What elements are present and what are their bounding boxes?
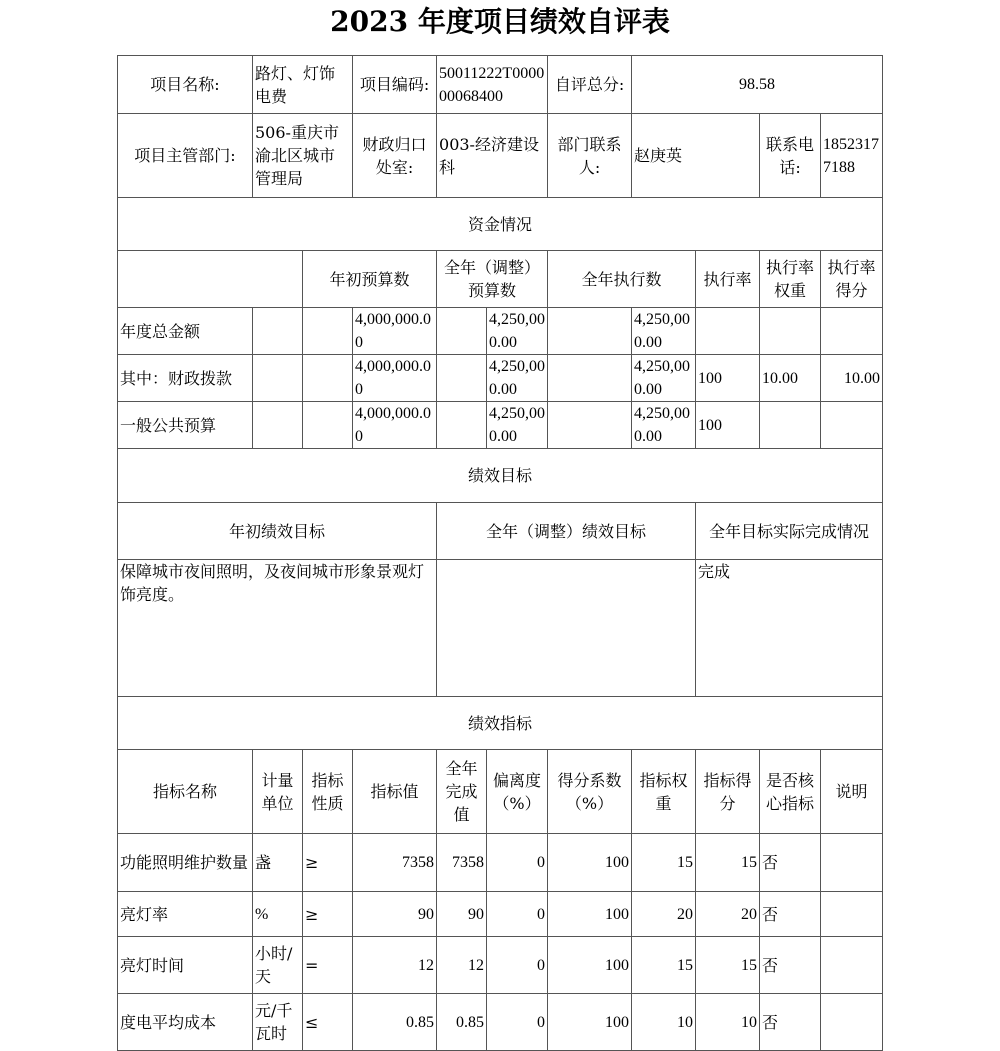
funds-cell-blank xyxy=(548,402,632,449)
ind-coef: 100 xyxy=(548,834,632,892)
funds-cell-blank xyxy=(437,402,487,449)
funds-initial: 4,000,000.00 xyxy=(353,308,437,355)
funds-weight xyxy=(760,402,821,449)
ind-header-nature: 指标性质 xyxy=(303,750,353,834)
ind-note xyxy=(821,892,883,937)
ind-header-core: 是否核心指标 xyxy=(760,750,821,834)
ind-actual: 90 xyxy=(437,892,487,937)
funds-score xyxy=(821,402,883,449)
indicator-row xyxy=(118,994,883,1051)
indicator-row xyxy=(118,892,883,937)
ind-nature: ≥ xyxy=(303,892,353,937)
funds-score xyxy=(821,308,883,355)
funds-cell-blank xyxy=(303,308,353,355)
ind-unit: 小时/天 xyxy=(253,937,303,994)
goals-actual-text: 完成 xyxy=(696,560,883,697)
ind-actual: 7358 xyxy=(437,834,487,892)
funds-header-weight: 执行率权重 xyxy=(760,251,821,308)
funds-header-rate: 执行率 xyxy=(696,251,760,308)
funds-row xyxy=(118,308,883,355)
funds-row-label: 年度总金额 xyxy=(118,308,253,355)
funds-header-executed: 全年执行数 xyxy=(548,251,696,308)
goals-header-actual: 全年目标实际完成情况 xyxy=(696,503,883,560)
dept-label: 项目主管部门: xyxy=(118,114,253,198)
funds-cell-blank xyxy=(548,308,632,355)
goals-header-initial: 年初绩效目标 xyxy=(118,503,437,560)
funds-rate: 100 xyxy=(696,402,760,449)
ind-actual: 12 xyxy=(437,937,487,994)
phone-value: 18523177188 xyxy=(821,114,883,198)
goals-header-adjusted: 全年（调整）绩效目标 xyxy=(437,503,696,560)
ind-nature: ≥ xyxy=(303,834,353,892)
ind-core: 否 xyxy=(760,892,821,937)
ind-weight: 20 xyxy=(632,892,696,937)
funds-executed: 4,250,000.00 xyxy=(632,355,696,402)
funds-rate: 100 xyxy=(696,355,760,402)
funds-executed: 4,250,000.00 xyxy=(632,402,696,449)
ind-coef: 100 xyxy=(548,892,632,937)
funds-row-label: 其中：财政拨款 xyxy=(118,355,253,402)
ind-coef: 100 xyxy=(548,994,632,1051)
goals-initial-text: 保障城市夜间照明，及夜间城市形象景观灯饰亮度。 xyxy=(118,560,437,697)
funds-header-initial: 年初预算数 xyxy=(303,251,437,308)
ind-core: 否 xyxy=(760,937,821,994)
funds-header-blank xyxy=(118,251,303,308)
goals-adjusted-text xyxy=(437,560,696,697)
ind-target: 12 xyxy=(353,937,437,994)
indicators-section-title: 绩效指标 xyxy=(118,697,883,750)
project-name-value: 路灯、灯饰电费 xyxy=(253,56,353,114)
ind-weight: 10 xyxy=(632,994,696,1051)
ind-note xyxy=(821,994,883,1051)
ind-coef: 100 xyxy=(548,937,632,994)
ind-header-deviation: 偏离度（%） xyxy=(487,750,548,834)
ind-deviation: 0 xyxy=(487,892,548,937)
project-code-value: 50011222T000000068400 xyxy=(437,56,548,114)
ind-name: 亮灯率 xyxy=(118,892,253,937)
ind-target: 90 xyxy=(353,892,437,937)
ind-unit: % xyxy=(253,892,303,937)
ind-target: 7358 xyxy=(353,834,437,892)
project-name-label: 项目名称: xyxy=(118,56,253,114)
ind-target: 0.85 xyxy=(353,994,437,1051)
contact-value: 赵庚英 xyxy=(632,114,760,198)
funds-header-adjusted: 全年（调整）预算数 xyxy=(437,251,548,308)
finance-value: 003-经济建设科 xyxy=(437,114,548,198)
ind-unit: 元/千瓦时 xyxy=(253,994,303,1051)
ind-header-coef: 得分系数（%） xyxy=(548,750,632,834)
funds-cell-blank xyxy=(253,308,303,355)
ind-header-name: 指标名称 xyxy=(118,750,253,834)
ind-unit: 盏 xyxy=(253,834,303,892)
evaluation-table xyxy=(117,55,883,1051)
score-label: 自评总分: xyxy=(548,56,632,114)
funds-adjusted: 4,250,000.00 xyxy=(487,308,548,355)
funds-row xyxy=(118,355,883,402)
ind-deviation: 0 xyxy=(487,937,548,994)
phone-label: 联系电话: xyxy=(760,114,821,198)
funds-row xyxy=(118,402,883,449)
ind-name: 度电平均成本 xyxy=(118,994,253,1051)
ind-header-unit: 计量单位 xyxy=(253,750,303,834)
ind-header-score: 指标得分 xyxy=(696,750,760,834)
funds-initial: 4,000,000.00 xyxy=(353,355,437,402)
ind-header-weight: 指标权重 xyxy=(632,750,696,834)
ind-deviation: 0 xyxy=(487,834,548,892)
funds-cell-blank xyxy=(437,308,487,355)
ind-header-note: 说明 xyxy=(821,750,883,834)
funds-section-title: 资金情况 xyxy=(118,198,883,251)
funds-adjusted: 4,250,000.00 xyxy=(487,402,548,449)
ind-name: 亮灯时间 xyxy=(118,937,253,994)
ind-deviation: 0 xyxy=(487,994,548,1051)
ind-header-target: 指标值 xyxy=(353,750,437,834)
ind-nature: = xyxy=(303,937,353,994)
score-value: 98.58 xyxy=(632,56,883,114)
funds-header-score: 执行率得分 xyxy=(821,251,883,308)
contact-label: 部门联系人: xyxy=(548,114,632,198)
funds-initial: 4,000,000.00 xyxy=(353,402,437,449)
funds-cell-blank xyxy=(253,355,303,402)
funds-row-label: 一般公共预算 xyxy=(118,402,253,449)
ind-core: 否 xyxy=(760,834,821,892)
ind-score: 20 xyxy=(696,892,760,937)
ind-name: 功能照明维护数量 xyxy=(118,834,253,892)
ind-header-actual: 全年完成值 xyxy=(437,750,487,834)
funds-cell-blank xyxy=(437,355,487,402)
ind-note xyxy=(821,937,883,994)
funds-cell-blank xyxy=(548,355,632,402)
dept-value: 506-重庆市渝北区城市管理局 xyxy=(253,114,353,198)
funds-score: 10.00 xyxy=(821,355,883,402)
ind-score: 15 xyxy=(696,834,760,892)
funds-cell-blank xyxy=(303,402,353,449)
funds-cell-blank xyxy=(303,355,353,402)
ind-weight: 15 xyxy=(632,834,696,892)
indicator-row xyxy=(118,834,883,892)
funds-adjusted: 4,250,000.00 xyxy=(487,355,548,402)
finance-label: 财政归口处室: xyxy=(353,114,437,198)
page-title: 2023 年度项目绩效自评表 xyxy=(330,5,670,38)
ind-score: 10 xyxy=(696,994,760,1051)
funds-rate xyxy=(696,308,760,355)
goals-section-title: 绩效目标 xyxy=(118,449,883,503)
ind-note xyxy=(821,834,883,892)
ind-actual: 0.85 xyxy=(437,994,487,1051)
ind-score: 15 xyxy=(696,937,760,994)
funds-weight xyxy=(760,308,821,355)
funds-weight: 10.00 xyxy=(760,355,821,402)
ind-weight: 15 xyxy=(632,937,696,994)
indicator-row xyxy=(118,937,883,994)
funds-executed: 4,250,000.00 xyxy=(632,308,696,355)
ind-core: 否 xyxy=(760,994,821,1051)
funds-cell-blank xyxy=(253,402,303,449)
project-code-label: 项目编码: xyxy=(353,56,437,114)
ind-nature: ≤ xyxy=(303,994,353,1051)
